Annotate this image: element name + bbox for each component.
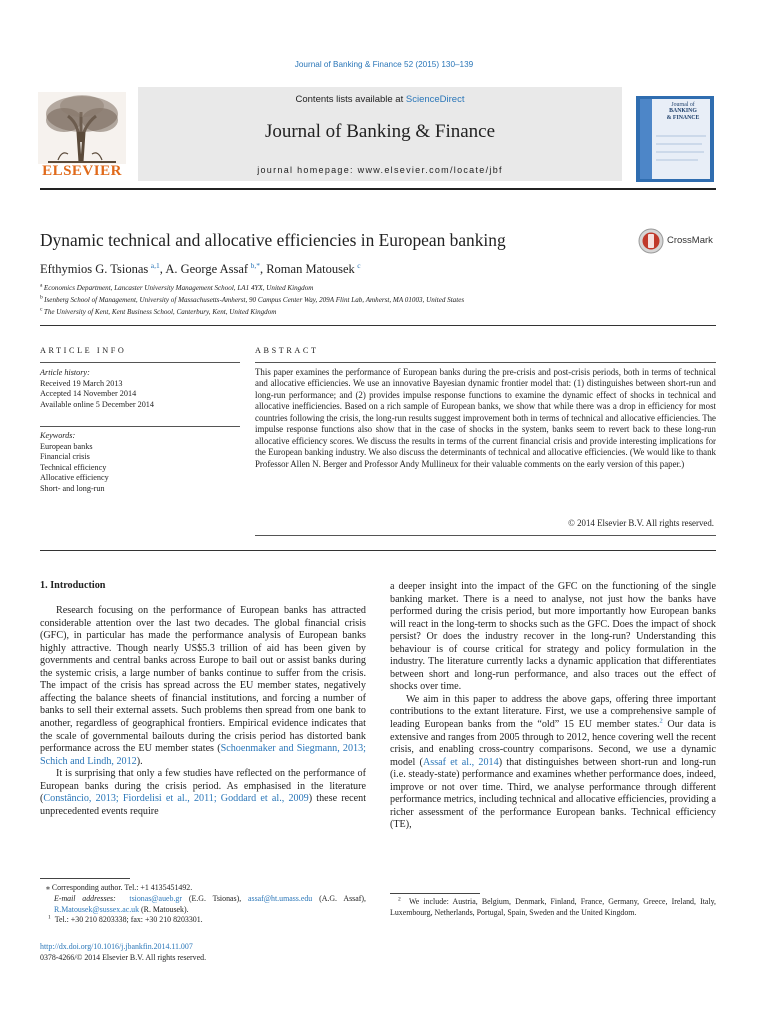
affiliation-item	[40, 296, 720, 304]
email-link[interactable]: R.Matousek@sussex.ac.uk	[54, 904, 140, 914]
email-link[interactable]: tsionas@aueb.gr	[129, 893, 183, 903]
paragraph-text: It is surprising that only a few studies have reflected on the performance of European banks during the crisis period. As emphasised in the literature (	[40, 768, 366, 805]
author-affiliation-mark[interactable]: c	[357, 260, 361, 270]
cover-title	[656, 102, 710, 121]
sciencedirect-link[interactable]: ScienceDirect	[405, 94, 465, 105]
body-column-left	[40, 580, 366, 818]
keyword-item: Financial crisis	[40, 452, 90, 462]
footnote-corresponding	[40, 883, 366, 894]
affiliation-item	[40, 284, 720, 292]
crossmark-button[interactable]	[638, 228, 720, 254]
footnote-emails	[40, 894, 366, 916]
history-item: Received 19 March 2013	[40, 378, 123, 388]
abstract-heading: ABSTRACT	[255, 346, 319, 355]
article-info-heading: ARTICLE INFO	[40, 346, 127, 355]
affiliation-text: Isenberg School of Management, University of Massachusetts-Amherst, 90 Campus Center Way, 209A Flint Lab, Amherst, MA 01003, United States	[44, 296, 465, 304]
cover-line-3: & FINANCE	[666, 114, 700, 121]
history-item: Accepted 14 November 2014	[40, 389, 137, 399]
author-name: A. George Assaf	[165, 262, 249, 276]
paper-title: Dynamic technical and allocative efficiencies in European banking	[40, 230, 506, 250]
author-affiliation-mark[interactable]: a,1	[150, 260, 160, 270]
footnote-mark: 2	[398, 896, 401, 903]
journal-reference-link[interactable]: Journal of Banking & Finance 52 (2015) 130–139	[294, 60, 474, 69]
body-paragraph	[40, 768, 366, 818]
body-paragraph: a deeper insight into the impact of the GFC on the functioning of the single banking market. There is a need to analyse, not just how the banks have performed during the crisis period, but more importantly how European banks will react in the long-term to shocks such as the GFC. Does the impact of shock persist? Or does the industry recover in the long-run? Understanding this behaviour is of course critical for strategy and policy formulation in the industry. The literature currently lacks a dynamic application that differentiates between short and long-run performance, and also traces out the effect of shocks over time.	[390, 581, 716, 693]
affiliation-mark: b	[40, 294, 43, 301]
email-link[interactable]: assaf@ht.umass.edu	[248, 893, 313, 903]
abstract-rule	[255, 362, 716, 363]
abstract-copyright: © 2014 Elsevier B.V. All rights reserved.	[568, 518, 714, 528]
citation-link[interactable]: Constâncio, 2013; Fiordelisi et al., 2011; Goddard et al., 2009	[43, 793, 309, 805]
citation-link[interactable]: Assaf et al., 2014	[422, 756, 499, 768]
citation-link[interactable]: Schoenmaker and Siegmann, 2013; Schich and Lindh, 2012	[40, 743, 366, 767]
paragraph-text: We aim in this paper to address the above gaps, offering three important contributions to the extant literature. First, we use a comprehensive sample of leading European banks from the “old” 15 EU member states.	[390, 693, 716, 731]
keyword-item: Allocative efficiency	[40, 473, 109, 483]
paragraph-text: ).	[136, 755, 143, 767]
journal-cover-thumbnail[interactable]	[636, 96, 714, 182]
email-owner: (A.G. Assaf),	[312, 893, 366, 903]
homepage-prefix: journal homepage:	[257, 165, 358, 175]
paragraph-text: Our data is extensive and ranges from 2005 through to 2012, hence covering well the recent crisis, and enabling cross-country comparisons. Second, we use a dynamic model (	[390, 719, 716, 768]
email-owner: (E.G. Tsionas),	[182, 893, 248, 903]
body-paragraph	[390, 694, 716, 832]
footnote-ref-link[interactable]: 2	[659, 717, 663, 725]
footnote-text: We include: Austria, Belgium, Denmark, Finland, France, Germany, Greece, Ireland, Italy, Luxembourg, Netherlands, Portugal, Spain, Sweden and the United Kingdom.	[390, 897, 716, 917]
crossmark-label: CrossMark	[667, 235, 713, 246]
body-rule	[40, 550, 716, 551]
author-list	[40, 262, 600, 277]
section-rule	[40, 325, 716, 326]
body-column-right	[390, 581, 716, 832]
body-paragraph	[40, 605, 366, 768]
keywords-rule	[40, 426, 240, 427]
journal-title: Journal of Banking & Finance	[264, 121, 496, 142]
email-label: E-mail addresses:	[54, 893, 116, 903]
paragraph-text: Research focusing on the performance of European banks has attracted considerable attention over the last two decades. The global financial crisis (GFC), in particular has made the performance analysis of European banks highly attractive. Though nearly US$5.3 trillion of aid has been given by governments and central banks across Europe to bail out or assist banks during the systemic crisis, a large number of banks continue to suffer from the crisis. The impact of the crisis has spread across the EU member states, negatively affecting the balance sheets of financial institutions, and forcing a number of banks to sell their external assets. Such problems then spread from one bank to another, regardless of geographical frontiers. Empirical evidence indicates that the scale of governmental bailouts during the crisis period has distorted bank performance across the EU member states (	[40, 605, 366, 755]
email-owner: (R. Matousek).	[139, 904, 189, 914]
affiliation-text: The University of Kent, Kent Business School, Canterbury, Kent, United Kingdom	[43, 308, 277, 316]
journal-homepage	[138, 165, 622, 175]
author-separator: ,	[159, 262, 166, 276]
paragraph-text: ) these recent unprecedented events require	[40, 793, 367, 817]
article-history	[40, 368, 240, 410]
keyword-item: European banks	[40, 441, 93, 451]
affiliation-mark: c	[40, 306, 43, 313]
doi-link[interactable]: http://dx.doi.org/10.1016/j.jbankfin.2014.11.007	[40, 942, 193, 951]
keyword-item: Short- and long-run	[40, 483, 105, 493]
affiliation-text: Economics Department, Lancaster University Management School, LA1 4YX, United Kingdom	[43, 284, 314, 292]
affiliation-item	[40, 308, 720, 316]
doi-block	[40, 942, 366, 964]
article-info-rule	[40, 362, 240, 363]
contents-line	[138, 94, 622, 105]
author-separator: ,	[259, 262, 267, 276]
footnote-rule	[40, 878, 130, 879]
header-rule	[40, 188, 716, 190]
footnote-mark: 1	[48, 914, 51, 921]
cover-line-2: BANKING	[669, 108, 697, 115]
abstract-text: This paper examines the performance of European banks during the pre-crisis and post-crisis periods, both in terms of technical and allocative efficiencies. We use an innovative Bayesian dynamic frontier model that: (1) distinguishes between short-run and long-run performance; and (2) provides impulse response functions to examine the dynamic effect of shocks in technical and allocative inefficiencies. Based on a rich sample of European banks, we show that while there was a drop in efficiency for most countries following the crisis, the long-run results suggest improvement both in terms of technical and allocative efficiencies. The impulse response functions also show that in the case of shocks in the system, banks seem to revert back to these long-run allocative efficiency scores. We discuss the results in terms of the current financial crisis and provide interesting implications for the European banking industry. We also discuss the determinants of technical and allocative efficiencies. (We would like to thank Professor Allen N. Berger and Professor Andy Mullineux for their valuable comments on the early version of this paper.)	[255, 367, 716, 469]
section-heading-introduction: 1. Introduction	[40, 580, 106, 591]
footnote-text: Tel.: +30 210 8203338; fax: +30 210 8203301.	[54, 915, 203, 925]
cover-line-1: Journal of	[671, 102, 695, 108]
history-item: Available online 5 December 2014	[40, 399, 154, 409]
crossmark-icon	[638, 228, 664, 254]
affiliation-mark: a	[40, 282, 43, 289]
asterisk-mark: ⁎	[46, 883, 52, 892]
footnotes-left	[40, 883, 366, 926]
author-affiliation-mark[interactable]: b,*	[250, 260, 260, 270]
footnote-2	[390, 897, 716, 919]
contents-prefix: Contents lists available at	[295, 94, 406, 105]
history-title: Article history:	[40, 368, 90, 377]
author-name: Roman Matousek	[266, 262, 355, 276]
issn-line: 0378-4266/© 2014 Elsevier B.V. All rights reserved.	[40, 952, 207, 962]
author-name: Efthymios G. Tsionas	[40, 262, 149, 276]
homepage-url-link[interactable]: www.elsevier.com/locate/jbf	[357, 165, 503, 175]
elsevier-wordmark: ELSEVIER	[42, 163, 122, 179]
keywords-list	[40, 431, 240, 495]
keywords-title: Keywords:	[40, 431, 76, 440]
keyword-item: Technical efficiency	[40, 462, 107, 472]
footnote-rule	[390, 893, 480, 894]
abstract-bottom-rule	[255, 535, 716, 536]
footnote-1	[40, 915, 366, 926]
footnote-text: Corresponding author. Tel.: +1 4135451492.	[51, 883, 193, 892]
paragraph-text: ) that distinguishes between short-run and long-run (i.e. steady-state) performance and examines whether performance does, indeed, improve or not over time. Third, we analyse performance through different performance metrics, including technical and allocative efficiencies, providing a richer assessment of the performance European banks. Technical efficiency (TE),	[390, 756, 716, 831]
